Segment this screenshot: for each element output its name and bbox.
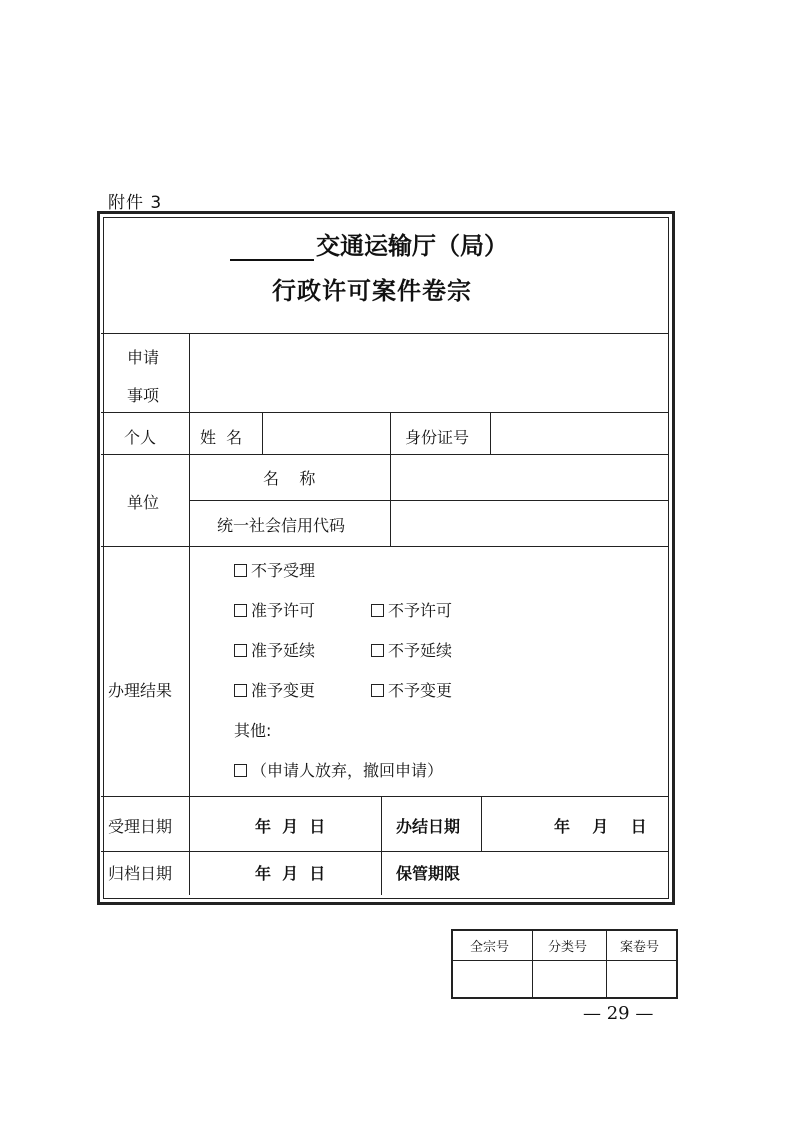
page-number: — 29 —	[583, 1003, 654, 1024]
checkbox-icon[interactable]	[234, 644, 247, 657]
unit-label: 单位	[127, 493, 160, 512]
divider	[101, 454, 669, 455]
accept-date-label: 受理日期	[108, 817, 173, 836]
other-label: 其他:	[234, 721, 272, 740]
divider	[189, 500, 669, 501]
file-number-field[interactable]	[608, 962, 674, 995]
checkbox-icon[interactable]	[234, 564, 247, 577]
form-frame	[97, 211, 675, 905]
application-label-2: 事项	[127, 386, 160, 405]
retention-period-field[interactable]	[483, 853, 667, 894]
name-field[interactable]	[264, 414, 389, 453]
option-deny-permit[interactable]: 不予许可	[371, 598, 452, 621]
attachment-label: 附件 3	[108, 193, 163, 213]
category-number-header: 分类号	[548, 940, 588, 955]
accept-date-value[interactable]: 年 月 日	[255, 817, 326, 836]
divider	[101, 546, 669, 547]
option-grant-extend[interactable]: 准予延续	[234, 638, 315, 661]
divider	[101, 333, 669, 334]
divider	[381, 796, 382, 895]
divider	[481, 796, 482, 851]
individual-label: 个人	[124, 428, 157, 447]
result-label: 办理结果	[108, 681, 173, 700]
form-title-line2: 行政许可案件卷宗	[272, 277, 472, 305]
divider	[189, 333, 190, 895]
fonds-number-header: 全宗号	[470, 940, 510, 955]
option-deny-change[interactable]: 不予变更	[371, 678, 452, 701]
divider	[490, 412, 491, 454]
application-field[interactable]	[191, 335, 667, 411]
complete-date-label: 办结日期	[396, 817, 461, 836]
option-grant-change[interactable]: 准予变更	[234, 678, 315, 701]
divider	[101, 851, 669, 852]
divider	[390, 412, 391, 546]
form-title-line1	[230, 226, 508, 261]
divider	[532, 931, 533, 997]
divider	[262, 412, 263, 454]
name-label: 姓 名	[200, 428, 243, 447]
divider	[101, 796, 669, 797]
checkbox-icon[interactable]	[371, 604, 384, 617]
checkbox-icon[interactable]	[234, 684, 247, 697]
fonds-number-field[interactable]	[454, 962, 531, 995]
id-number-label: 身份证号	[405, 428, 470, 447]
archive-date-value[interactable]: 年 月 日	[255, 864, 326, 883]
retention-period-label: 保管期限	[396, 864, 461, 883]
checkbox-icon[interactable]	[371, 644, 384, 657]
divider	[453, 960, 676, 961]
title-suffix: 交通运输厅（局）	[316, 232, 508, 260]
credit-code-label: 统一社会信用代码	[217, 516, 346, 535]
unit-name-label: 名 称	[263, 469, 316, 488]
category-number-field[interactable]	[534, 962, 605, 995]
option-not-accept[interactable]: 不予受理	[234, 558, 315, 581]
credit-code-field[interactable]	[392, 502, 667, 545]
id-number-field[interactable]	[492, 414, 667, 453]
complete-date-value[interactable]: 年 月 日	[554, 817, 647, 836]
archive-number-box	[451, 929, 678, 999]
option-withdraw[interactable]: （申请人放弃，撤回申请）	[234, 758, 443, 781]
option-deny-extend[interactable]: 不予延续	[371, 638, 452, 661]
divider	[101, 412, 669, 413]
option-grant-permit[interactable]: 准予许可	[234, 598, 315, 621]
checkbox-icon[interactable]	[234, 604, 247, 617]
archive-date-label: 归档日期	[108, 864, 173, 883]
checkbox-icon[interactable]	[371, 684, 384, 697]
file-number-header: 案卷号	[620, 940, 660, 955]
divider	[606, 931, 607, 997]
unit-name-field[interactable]	[392, 456, 667, 499]
agency-blank-field[interactable]	[230, 237, 314, 261]
application-label-1: 申请	[127, 348, 160, 367]
checkbox-icon[interactable]	[234, 764, 247, 777]
